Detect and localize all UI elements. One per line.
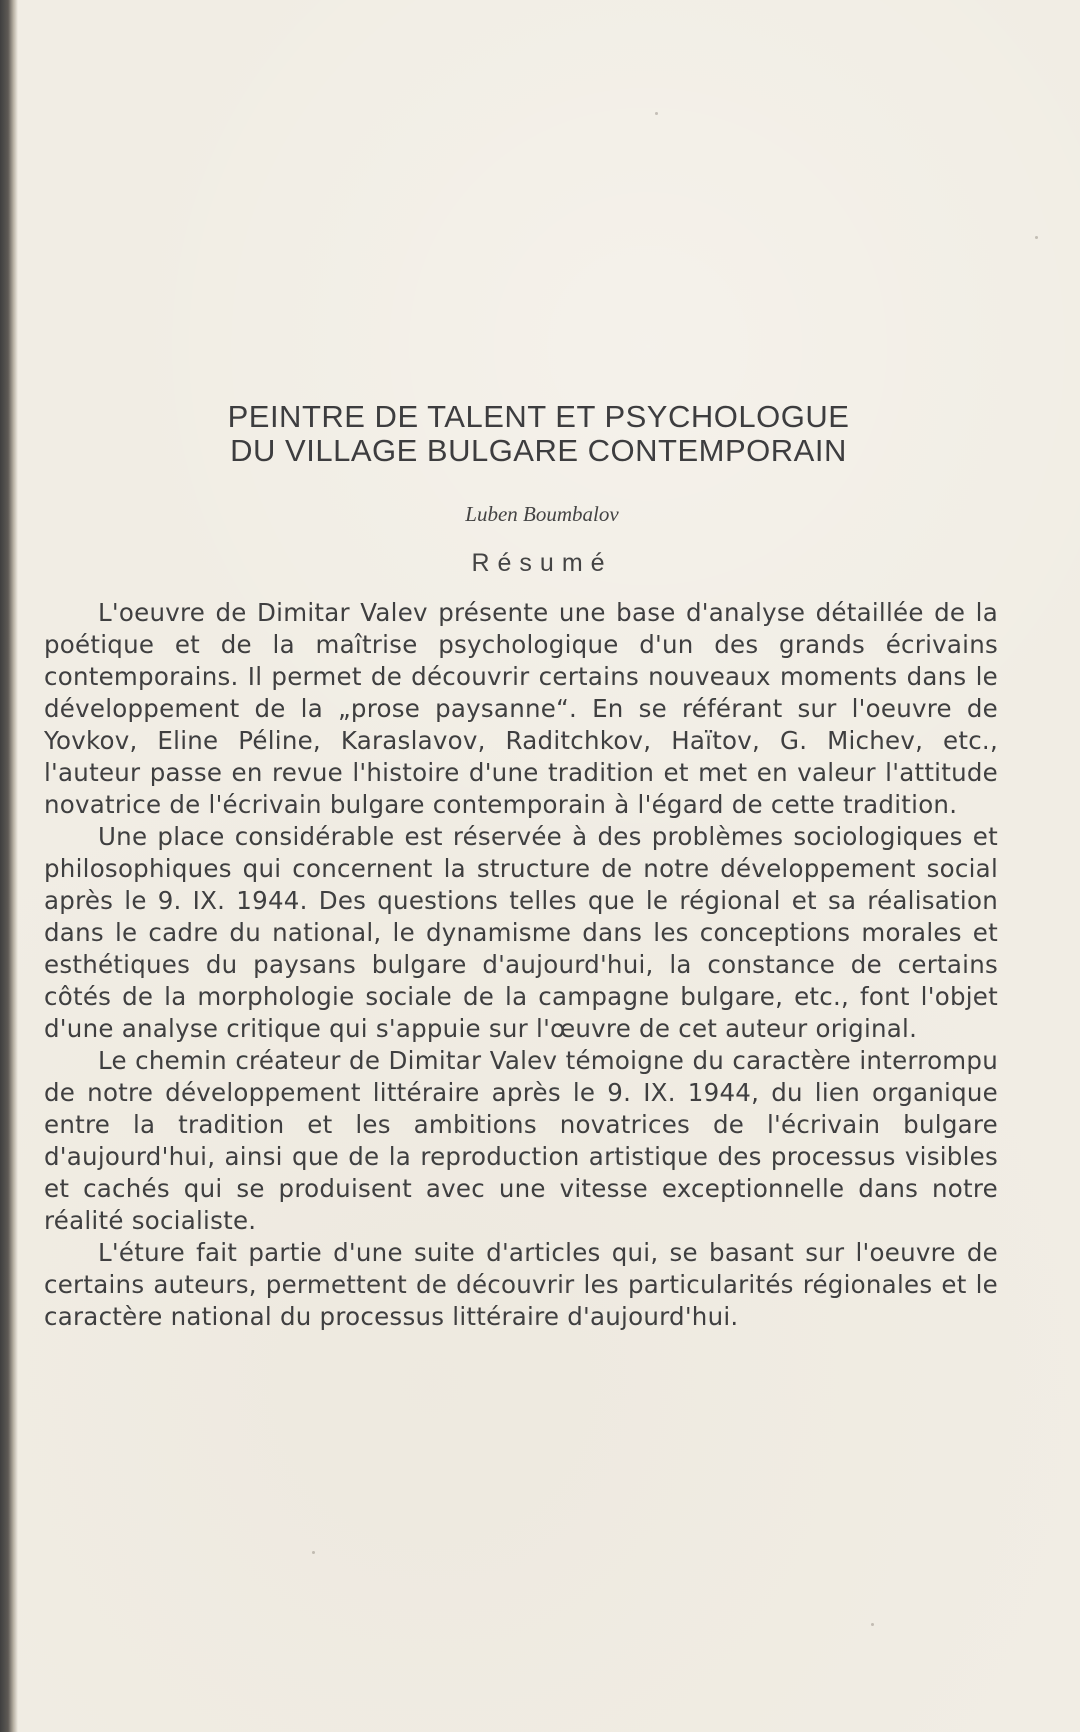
- paragraph: Une place considérable est réservée à des problèmes sociologiques et philosophiques qui concernent la structure de notre développement social après le 9. IX. 1944. Des questions telles que le régional et sa réalisation dans le cadre du national, le dynamisme dans les conceptions morales et esthétiques du paysans bulgare d'aujourd'hui, la constance de certains côtés de la morphologie sociale de la campagne bulgare, etc., font l'objet d'une analyse critique qui s'appuie sur l'œuvre de cet auteur original.: [44, 822, 998, 1043]
- paragraph: L'oeuvre de Dimitar Valev présente une base d'analyse détaillée de la poétique et de la maîtrise psychologique d'un des grands écrivains contemporains. Il permet de découvrir certains nouveaux moments dans le développement de la „prose paysanne“. En se référant sur l'oeuvre de Yovkov, Eline Péline, Karaslavov, Raditchkov, Haïtov, G. Michev, etc., l'auteur passe en revue l'histoire d'une tradition et met en valeur l'attitude novatrice de l'écrivain bulgare contemporain à l'égard de cette tradition.: [44, 598, 998, 819]
- author-name: Luben Boumbalov: [465, 502, 619, 526]
- paper-speck: [312, 1551, 315, 1554]
- document-content: [44, 400, 998, 1333]
- resume-heading: Résumé: [471, 549, 613, 577]
- paper-speck: [1035, 236, 1038, 239]
- paper-speck: [655, 112, 658, 115]
- paper-speck: [871, 1623, 874, 1626]
- title-line: PEINTRE DE TALENT ET PSYCHOLOGUE: [227, 399, 850, 434]
- document-title: [79, 400, 998, 468]
- paragraph: Le chemin créateur de Dimitar Valev témoigne du caractère interrompu de notre développement littéraire après le 9. IX. 1944, du lien organique entre la tradition et les ambitions novatrices de l'écrivain bulgare d'aujourd'hui, ainsi que de la reproduction artistique des processus visibles et cachés qui se produisent avec une vitesse exceptionnelle dans notre réalité socialiste.: [44, 1046, 998, 1235]
- resume-body: [44, 597, 998, 1333]
- binding-edge: [0, 0, 18, 1732]
- title-line: DU VILLAGE BULGARE CONTEMPORAIN: [230, 433, 847, 468]
- paragraph: L'éture fait partie d'une suite d'articles qui, se basant sur l'oeuvre de certains auteurs, permettent de découvrir les particularités régionales et le caractère national du processus littéraire d'aujourd'hui.: [44, 1238, 998, 1331]
